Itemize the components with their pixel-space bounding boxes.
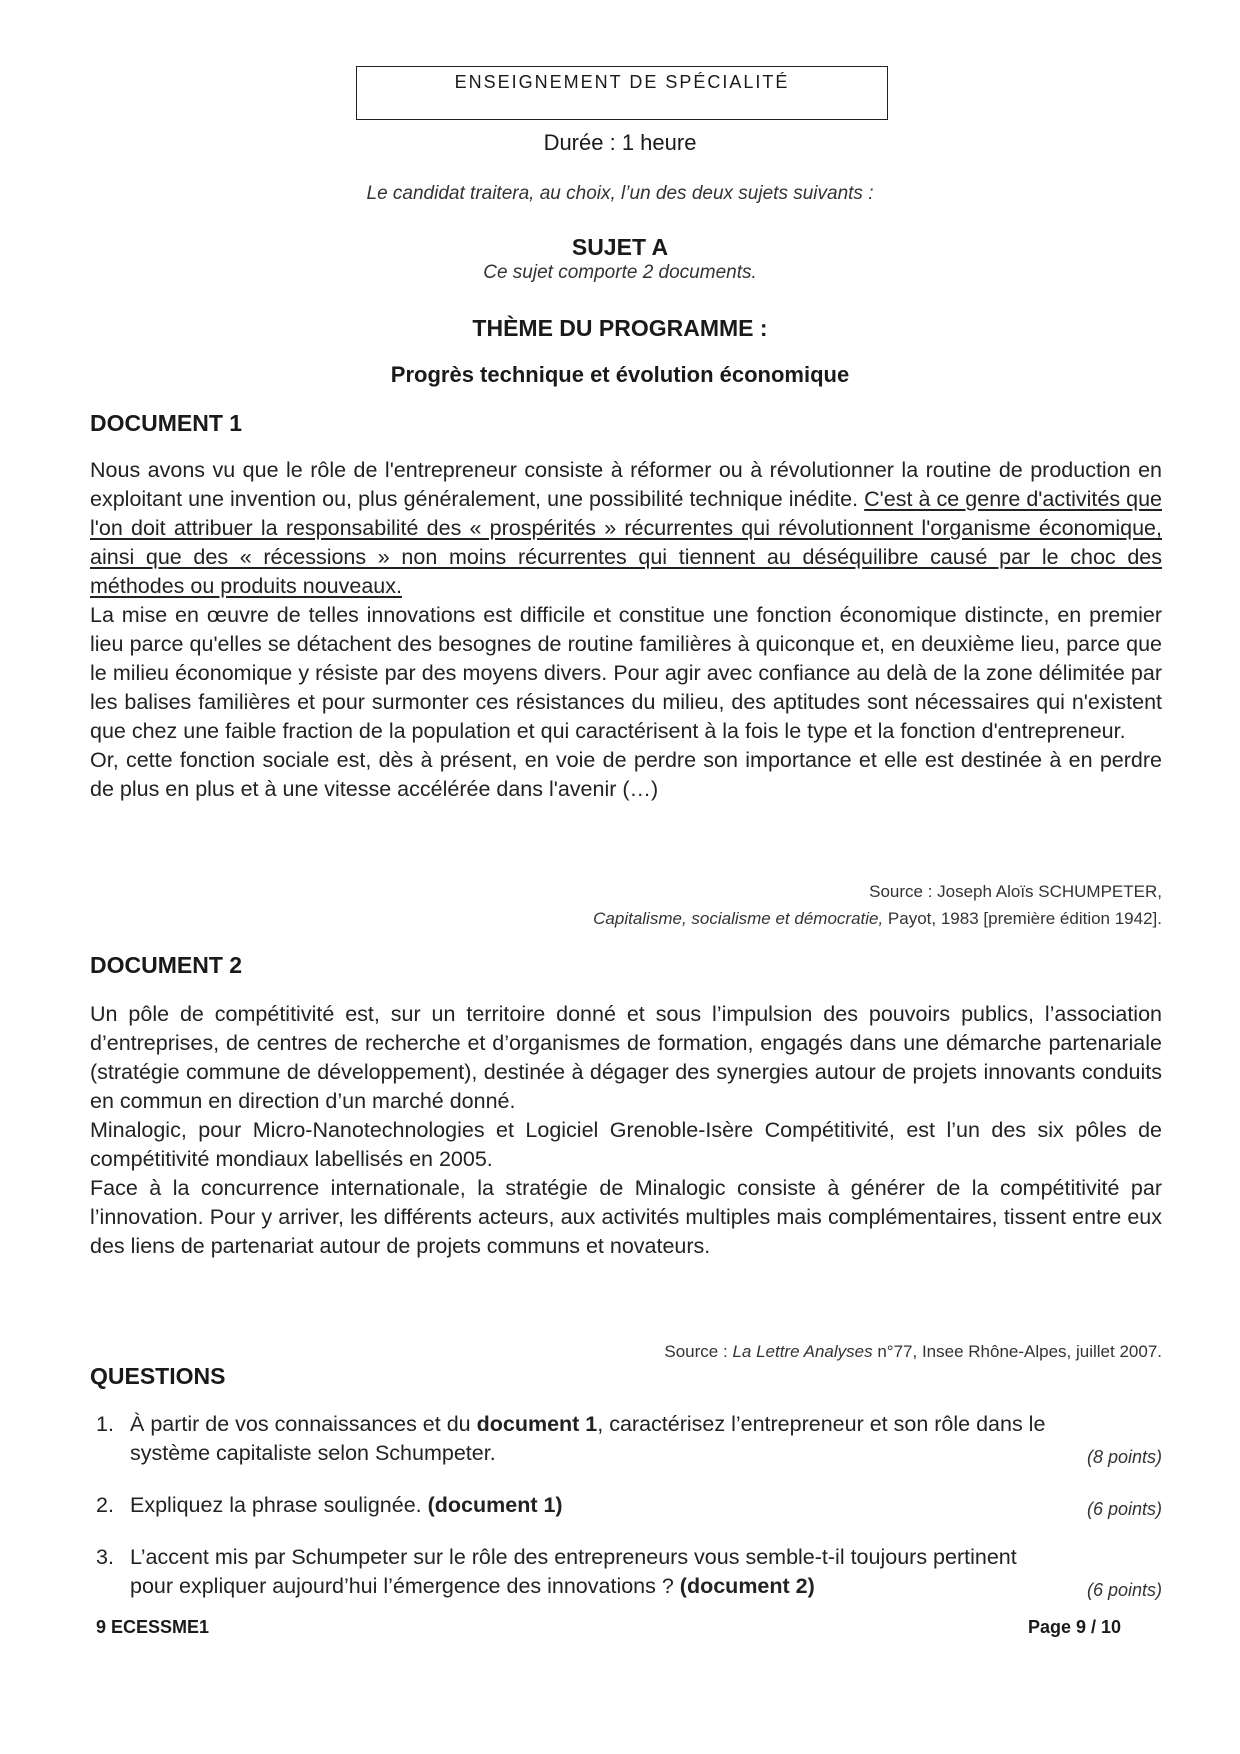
question-text	[130, 1543, 1060, 1601]
document-1-heading: DOCUMENT 1	[90, 410, 243, 436]
footer-exam-code: 9 ECESSME1	[96, 1617, 210, 1637]
question-text-part: , caractérisez l’entrepreneur et son rôle dans le système capitaliste selon Schumpeter.	[130, 1412, 1046, 1465]
question-number: 1.	[96, 1412, 114, 1436]
question-number: 3.	[96, 1545, 114, 1569]
document-1-source	[593, 878, 1162, 932]
question-text	[130, 1410, 1090, 1468]
document-2-text	[90, 1000, 1162, 1261]
duration: Durée : 1 heure	[543, 130, 697, 155]
source-publisher: Payot, 1983 [première édition 1942].	[883, 909, 1162, 928]
question-1	[96, 1410, 1162, 1468]
theme-heading: THÈME DU PROGRAMME :	[472, 315, 768, 341]
sujet-title: SUJET A	[571, 234, 669, 260]
document-1-text	[90, 456, 1162, 804]
question-number: 2.	[96, 1493, 114, 1517]
question-points: (8 points)	[1086, 1447, 1162, 1467]
question-text-part: À partir de vos connaissances et du	[130, 1412, 477, 1436]
document-2-paragraph: Face à la concurrence internationale, la stratégie de Minalogic consiste à générer de la compétitivité par l’innovation. Pour y arriver, les différents acteurs, aux activités multiples mais complémentaires, tissent entre eux des liens de partenariat autour de projets communs et novateurs.	[90, 1176, 1162, 1258]
source-details: n°77, Insee Rhône-Alpes, juillet 2007.	[872, 1342, 1162, 1361]
questions-heading: QUESTIONS	[90, 1363, 226, 1389]
document-1-paragraph: La mise en œuvre de telles innovations est difficile et constitue une fonction économique distincte, en premier lieu parce qu'elles se détachent des besognes de routine familières à quiconque et, en deuxième lieu, parce que le milieu économique y résiste par des moyens divers. Pour agir avec confiance au delà de la zone délimitée par les balises familières et pour surmonter ces résistances du milieu, des aptitudes sont nécessaires qui n'existent que chez une faible fraction de la population et qui caractérisent à la fois le type et la fonction d'entrepreneur.	[90, 603, 1162, 743]
question-text-part: L’accent mis par Schumpeter sur le rôle des entrepreneurs vous semble-t-il toujours pertinent pour expliquer aujourd’hui l’émergence des innovations ?	[130, 1545, 1017, 1598]
question-doc-ref: (document 1)	[427, 1493, 563, 1517]
document-1-intro: Nous avons vu que le rôle de l'entrepreneur consiste à réformer ou à révolutionner la routine de production en exploitant une invention ou, plus généralement, une possibilité technique inédite.	[90, 458, 1162, 511]
document-2-paragraph: Un pôle de compétitivité est, sur un territoire donné et sous l’impulsion des pouvoirs publics, l’association d’entreprises, de centres de recherche et d’organismes de formation, engagés dans une démarche partenariale (stratégie commune de développement), destinée à dégager des synergies autour de projets innovants conduits en commun en direction d’un marché donné.	[90, 1002, 1162, 1113]
instruction: Le candidat traitera, au choix, l’un des deux sujets suivants :	[366, 183, 874, 204]
footer-page-number: Page 9 / 10	[1028, 1617, 1122, 1637]
question-doc-ref: document 1	[476, 1412, 598, 1436]
sujet-note: Ce sujet comporte 2 documents.	[483, 262, 757, 283]
source-publication-title: La Lettre Analyses	[732, 1342, 873, 1361]
specialty-label: ENSEIGNEMENT DE SPÉCIALITÉ	[454, 72, 790, 92]
document-2-source	[664, 1338, 1162, 1365]
question-doc-ref: (document 2)	[679, 1574, 815, 1598]
document-2-paragraph: Minalogic, pour Micro-Nanotechnologies et Logiciel Grenoble-Isère Compétitivité, est l’un des six pôles de compétitivité mondiaux labellisés en 2005.	[90, 1118, 1162, 1171]
source-prefix: Source :	[664, 1342, 733, 1361]
question-3	[96, 1543, 1162, 1601]
question-text-part: Expliquez la phrase soulignée.	[130, 1493, 428, 1517]
source-author: Source : Joseph Aloïs SCHUMPETER,	[869, 882, 1162, 901]
question-points: (6 points)	[1086, 1580, 1162, 1600]
question-2	[96, 1491, 1162, 1520]
source-book-title: Capitalisme, socialisme et démocratie,	[593, 909, 884, 928]
source-reference	[593, 905, 1162, 932]
question-text	[130, 1491, 1162, 1520]
underlined-sentence: C'est à ce genre d'activités que l'on doit attribuer la responsabilité des « prospérités » récurrentes qui révolutionnent l'organisme économique, ainsi que des « récessions » non moins récurrentes qui tiennent au déséquilibre causé par le choc des méthodes ou produits nouveaux.	[90, 487, 1162, 598]
document-2-heading: DOCUMENT 2	[90, 952, 243, 978]
document-1-paragraph: Or, cette fonction sociale est, dès à présent, en voie de perdre son importance et elle est destinée à en perdre de plus en plus et à une vitesse accélérée dans l'avenir (…)	[90, 748, 1162, 801]
theme-title: Progrès technique et évolution économique	[390, 362, 850, 387]
document-1-paragraph	[90, 456, 1162, 601]
specialty-header-box	[356, 66, 888, 120]
question-points: (6 points)	[1086, 1499, 1162, 1519]
